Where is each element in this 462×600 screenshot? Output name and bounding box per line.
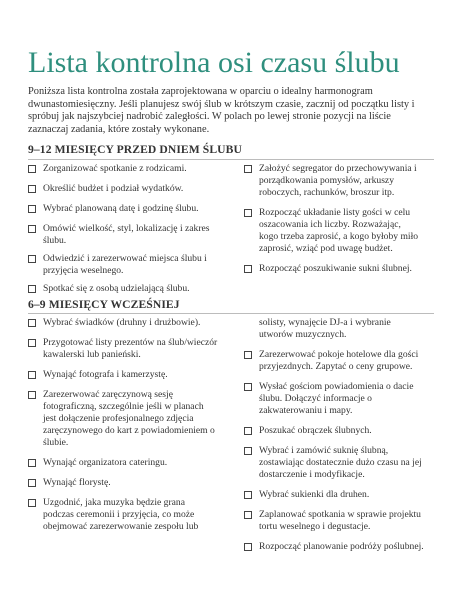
section-heading-9-12: 9–12 MIESIĘCY PRZED DNIEM ŚLUBU xyxy=(28,143,242,156)
checklist-item: Omówić wielkość, styl, lokalizację i zakres ślubu. xyxy=(28,223,213,247)
checklist-item: Wybrać i zamówić suknię ślubną, zostawiając dostatecznie dużo czasu na jej dostarczenie i modyfikacje. xyxy=(244,445,424,481)
checkbox[interactable] xyxy=(28,459,36,467)
checklist-item: Poszukać obrączek ślubnych. xyxy=(244,425,424,437)
checklist-item: Wynająć fotografa i kamerzystę. xyxy=(28,369,218,381)
section-1-left-column xyxy=(28,163,213,295)
checklist-item: Wynająć florystę. xyxy=(28,477,218,489)
checkbox[interactable] xyxy=(28,319,36,327)
checkbox[interactable] xyxy=(28,225,36,233)
section-1-right-column xyxy=(244,163,422,275)
checkbox[interactable] xyxy=(28,499,36,507)
checklist-item: Zorganizować spotkanie z rodzicami. xyxy=(28,163,213,175)
checkbox[interactable] xyxy=(244,427,252,435)
section-2-left-column xyxy=(28,317,218,533)
checkbox[interactable] xyxy=(28,479,36,487)
section-2-right-list xyxy=(244,349,424,553)
checkbox[interactable] xyxy=(244,383,252,391)
checklist-item: Przygotować listy prezentów na ślub/wieczór kawalerski lub panieński. xyxy=(28,337,218,361)
checkbox[interactable] xyxy=(244,209,252,217)
checklist-item: Założyć segregator do przechowywania i porządkowania pomysłów, arkuszy roboczych, rachunków, broszur itp. xyxy=(244,163,422,199)
checklist-item: Zarezerwować pokoje hotelowe dla gości przyjezdnych. Zapytać o ceny grupowe. xyxy=(244,349,424,373)
checkbox[interactable] xyxy=(244,543,252,551)
checkbox[interactable] xyxy=(244,511,252,519)
checklist-item: Odwiedzić i zarezerwować miejsca ślubu i przyjęcia weselnego. xyxy=(28,253,213,277)
checkbox[interactable] xyxy=(28,165,36,173)
checkbox[interactable] xyxy=(244,491,252,499)
checklist-item: Zarezerwować zaręczynową sesję fotograficzną, szczególnie jeśli w planach jest dołączenie profesjonalnego zdjęcia zaręczynowego do kart z powiadomieniem o ślubie. xyxy=(28,389,218,449)
checklist-item: Rozpocząć poszukiwanie sukni ślubnej. xyxy=(244,263,422,275)
continued-item-text: solisty, wynajęcie DJ-a i wybranie utworów muzycznych. xyxy=(259,317,391,340)
checklist-item: Rozpocząć układanie listy gości w celu oszacowania ich liczby. Rozważając, kogo trzeba zaprosić, a kogo byłoby miło zaprosić, wziąć pod uwagę budżet. xyxy=(244,207,422,255)
checkbox[interactable] xyxy=(28,391,36,399)
intro-paragraph: Poniższa lista kontrolna została zaprojektowana w oparciu o idealny harmonogram dwunastomiesięczny. Jeśli planujesz swój ślub w krótszym czasie, zacznij od początku listy i spróbuj jak najszybciej nadrobić zaległości. W polach po lewej stronie pozycji na liście zaznaczaj zadania, które zostały wykonane. xyxy=(28,86,415,136)
section-divider xyxy=(28,159,434,160)
checkbox[interactable] xyxy=(244,265,252,273)
checkbox[interactable] xyxy=(28,205,36,213)
checkbox[interactable] xyxy=(244,447,252,455)
checkbox[interactable] xyxy=(28,339,36,347)
checklist-item: Rozpocząć planowanie podróży poślubnej. xyxy=(244,541,424,553)
checklist-item: Zaplanować spotkania w sprawie projektu tortu weselnego i degustacje. xyxy=(244,509,424,533)
checklist-item: Wybrać świadków (druhny i drużbowie). xyxy=(28,317,218,329)
section-2-right-column xyxy=(244,317,424,553)
checklist-item: Uzgodnić, jaka muzyka będzie grana podczas ceremonii i przyjęcia, co może obejmować zarezerwowanie zespołu lub xyxy=(28,497,218,533)
checkbox[interactable] xyxy=(28,255,36,263)
checklist-item: Wybrać planowaną datę i godzinę ślubu. xyxy=(28,203,213,215)
checkbox[interactable] xyxy=(28,371,36,379)
checkbox[interactable] xyxy=(28,185,36,193)
checklist-item: Wybrać sukienki dla druhen. xyxy=(244,489,424,501)
checklist-item: Określić budżet i podział wydatków. xyxy=(28,183,213,195)
checklist-item: Wysłać gościom powiadomienia o dacie ślubu. Dołączyć informacje o zakwaterowaniu i mapy. xyxy=(244,381,424,417)
checklist-item: Spotkać się z osobą udzielającą ślubu. xyxy=(28,283,213,295)
checkbox[interactable] xyxy=(28,285,36,293)
section-heading-6-9: 6–9 MIESIĘCY WCZEŚNIEJ xyxy=(28,298,180,311)
section-divider xyxy=(28,313,434,314)
checkbox[interactable] xyxy=(244,351,252,359)
checkbox[interactable] xyxy=(244,165,252,173)
page-title: Lista kontrolna osi czasu ślubu xyxy=(28,46,400,79)
checklist-item: Wynająć organizatora cateringu. xyxy=(28,457,218,469)
